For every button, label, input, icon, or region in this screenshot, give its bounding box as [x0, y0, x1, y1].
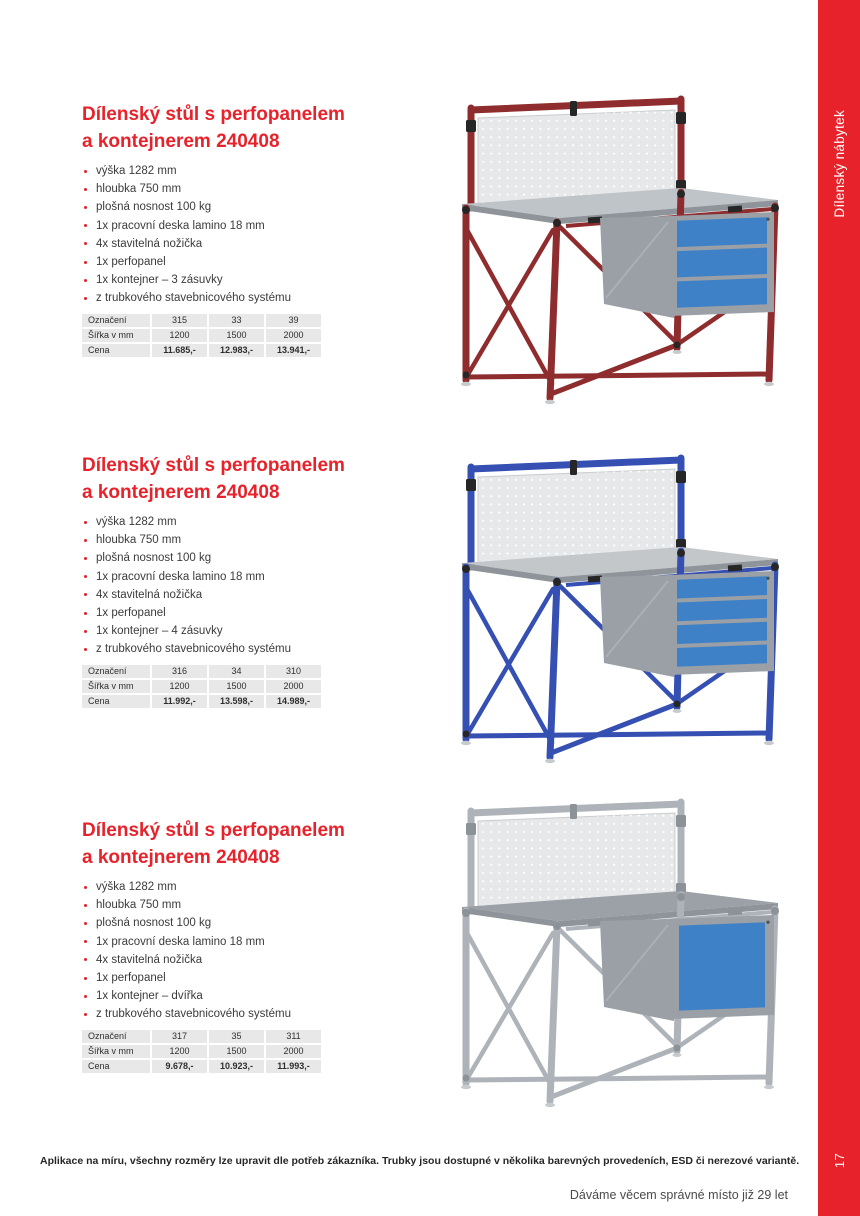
- bullet-dot: [84, 648, 87, 651]
- bullet-dot: [84, 521, 87, 524]
- cell-value: 2000: [266, 680, 321, 693]
- cell-value: 13.598,-: [209, 695, 264, 708]
- feature-text: hloubka 750 mm: [96, 183, 182, 196]
- feature-text: 4x stavitelná nožička: [96, 588, 203, 601]
- drawer-front: [677, 576, 767, 598]
- bullet-dot: [84, 170, 87, 173]
- cell-value: 2000: [266, 329, 321, 342]
- feature-item: [82, 1005, 427, 1023]
- drawer-front: [677, 248, 767, 278]
- feature-text: 4x stavitelná nožička: [96, 953, 203, 966]
- feature-item: [82, 951, 427, 969]
- price-table: [80, 1028, 323, 1075]
- cell-value: 317: [152, 1030, 207, 1043]
- feature-text: 1x kontejner – 3 zásuvky: [96, 274, 223, 287]
- row-label: Cena: [82, 695, 150, 708]
- drawer-front: [677, 599, 767, 621]
- bullet-dot: [84, 557, 87, 560]
- bullet-dot: [84, 977, 87, 980]
- cell-value: 11.685,-: [152, 344, 207, 357]
- cell-value: 13.941,-: [266, 344, 321, 357]
- drawer-front: [677, 278, 767, 308]
- cell-value: 1200: [152, 1045, 207, 1058]
- cell-value: 39: [266, 314, 321, 327]
- bullet-dot: [84, 630, 87, 633]
- feature-text: z trubkového stavebnicového systému: [96, 643, 291, 656]
- feature-item: [82, 180, 427, 198]
- feature-text: 1x pracovní deska lamino 18 mm: [96, 935, 265, 948]
- table-row: [82, 1030, 321, 1043]
- bullet-dot: [84, 188, 87, 191]
- feature-item: [82, 878, 427, 896]
- feature-text: výška 1282 mm: [96, 881, 177, 893]
- feature-item: [82, 217, 427, 235]
- feature-text: 4x stavitelná nožička: [96, 237, 203, 250]
- table-row: [82, 344, 321, 357]
- table-row: [82, 680, 321, 693]
- bullet-dot: [84, 575, 87, 578]
- bullet-dot: [84, 206, 87, 209]
- feature-item: [82, 640, 427, 658]
- feature-text: 1x kontejner – dvířka: [96, 990, 203, 1003]
- product-title: Dílenský stůl s perfopanelem a kontejnerem 240408: [82, 104, 345, 152]
- company-tagline: Dáváme věcem správné místo již 29 let: [569, 1187, 788, 1202]
- price-table: [80, 663, 323, 710]
- product-title: Dílenský stůl s perfopanelem a kontejnerem 240408: [82, 820, 345, 868]
- cell-value: 9.678,-: [152, 1060, 207, 1073]
- row-label: Šířka v mm: [82, 680, 150, 693]
- cell-value: 11.992,-: [152, 695, 207, 708]
- feature-item: [82, 987, 427, 1005]
- cell-value: 1500: [209, 329, 264, 342]
- product-section: [82, 452, 427, 710]
- row-label: Šířka v mm: [82, 1045, 150, 1058]
- feature-item: [82, 531, 427, 549]
- feature-text: 1x pracovní deska lamino 18 mm: [96, 219, 265, 232]
- feature-text: 1x perfopanel: [96, 972, 166, 985]
- feature-text: výška 1282 mm: [96, 165, 177, 177]
- bullet-dot: [84, 593, 87, 596]
- cell-value: 1500: [209, 1045, 264, 1058]
- product-image: [438, 84, 800, 418]
- feature-text: hloubka 750 mm: [96, 899, 182, 912]
- cell-value: 10.923,-: [209, 1060, 264, 1073]
- bullet-dot: [84, 612, 87, 615]
- cell-value: 11.993,-: [266, 1060, 321, 1073]
- workbench-illustration-silver: [438, 787, 800, 1121]
- feature-text: hloubka 750 mm: [96, 534, 182, 547]
- product-section: [82, 817, 427, 1075]
- container: [600, 212, 774, 318]
- feature-item: [82, 549, 427, 567]
- feature-list: [82, 162, 427, 308]
- feature-list: [82, 878, 427, 1024]
- product-section: [82, 101, 427, 359]
- feature-item: [82, 914, 427, 932]
- feature-item: [82, 271, 427, 289]
- cell-value: 1500: [209, 680, 264, 693]
- feature-item: [82, 235, 427, 253]
- cell-value: 316: [152, 665, 207, 678]
- feature-text: 1x kontejner – 4 zásuvky: [96, 625, 223, 638]
- bullet-dot: [84, 297, 87, 300]
- cell-value: 1200: [152, 680, 207, 693]
- drawer-front: [677, 645, 767, 667]
- row-label: Šířka v mm: [82, 329, 150, 342]
- bullet-dot: [84, 904, 87, 907]
- cell-value: 14.989,-: [266, 695, 321, 708]
- bullet-dot: [84, 922, 87, 925]
- feature-item: [82, 198, 427, 216]
- row-label: Označení: [82, 665, 150, 678]
- bullet-dot: [84, 242, 87, 245]
- row-label: Označení: [82, 1030, 150, 1043]
- product-image: [438, 787, 800, 1121]
- feature-item: [82, 896, 427, 914]
- feature-list: [82, 513, 427, 659]
- drawer-front: [677, 622, 767, 644]
- feature-text: plošná nosnost 100 kg: [96, 201, 212, 214]
- container: [600, 915, 774, 1021]
- cell-value: 2000: [266, 1045, 321, 1058]
- feature-item: [82, 604, 427, 622]
- cell-value: 34: [209, 665, 264, 678]
- feature-text: výška 1282 mm: [96, 516, 177, 528]
- row-label: Cena: [82, 344, 150, 357]
- feature-item: [82, 253, 427, 271]
- feature-item: [82, 622, 427, 640]
- feature-item: [82, 568, 427, 586]
- feature-text: 1x perfopanel: [96, 256, 166, 269]
- container-door-front: [679, 922, 765, 1010]
- feature-item: [82, 513, 427, 531]
- table-row: [82, 1045, 321, 1058]
- cell-value: 310: [266, 665, 321, 678]
- bullet-dot: [84, 958, 87, 961]
- footer-note: Aplikace na míru, všechny rozměry lze upravit dle potřeb zákazníka. Trubky jsou dostupné v několika barevných provedeních, ESD či nerezové variantě.: [40, 1154, 800, 1167]
- product-title: Dílenský stůl s perfopanelem a kontejnerem 240408: [82, 455, 345, 503]
- table-row: [82, 329, 321, 342]
- feature-text: z trubkového stavebnicového systému: [96, 292, 291, 305]
- category-sidebar-label: Dílenský nábytek: [831, 110, 847, 218]
- price-table: [80, 312, 323, 359]
- feature-text: plošná nosnost 100 kg: [96, 917, 212, 930]
- bullet-dot: [84, 224, 87, 227]
- bullet-dot: [84, 279, 87, 282]
- bullet-dot: [84, 886, 87, 889]
- cell-value: 35: [209, 1030, 264, 1043]
- workbench-illustration-blue: [438, 443, 800, 777]
- workbench-illustration-red: [438, 84, 800, 418]
- feature-text: 1x perfopanel: [96, 607, 166, 620]
- bullet-dot: [84, 539, 87, 542]
- cell-value: 315: [152, 314, 207, 327]
- table-row: [82, 314, 321, 327]
- feature-text: z trubkového stavebnicového systému: [96, 1008, 291, 1021]
- cell-value: 1200: [152, 329, 207, 342]
- table-row: [82, 665, 321, 678]
- product-image: [438, 443, 800, 777]
- feature-item: [82, 162, 427, 180]
- bullet-dot: [84, 261, 87, 264]
- table-row: [82, 1060, 321, 1073]
- drawer-front: [677, 217, 767, 247]
- feature-item: [82, 969, 427, 987]
- feature-item: [82, 586, 427, 604]
- feature-item: [82, 933, 427, 951]
- row-label: Cena: [82, 1060, 150, 1073]
- row-label: Označení: [82, 314, 150, 327]
- bullet-dot: [84, 995, 87, 998]
- cell-value: 33: [209, 314, 264, 327]
- cell-value: 311: [266, 1030, 321, 1043]
- page-number: 17: [831, 1153, 847, 1169]
- feature-text: 1x pracovní deska lamino 18 mm: [96, 570, 265, 583]
- bullet-dot: [84, 940, 87, 943]
- feature-item: [82, 289, 427, 307]
- feature-text: plošná nosnost 100 kg: [96, 552, 212, 565]
- bullet-dot: [84, 1013, 87, 1016]
- table-row: [82, 695, 321, 708]
- cell-value: 12.983,-: [209, 344, 264, 357]
- container: [600, 571, 774, 677]
